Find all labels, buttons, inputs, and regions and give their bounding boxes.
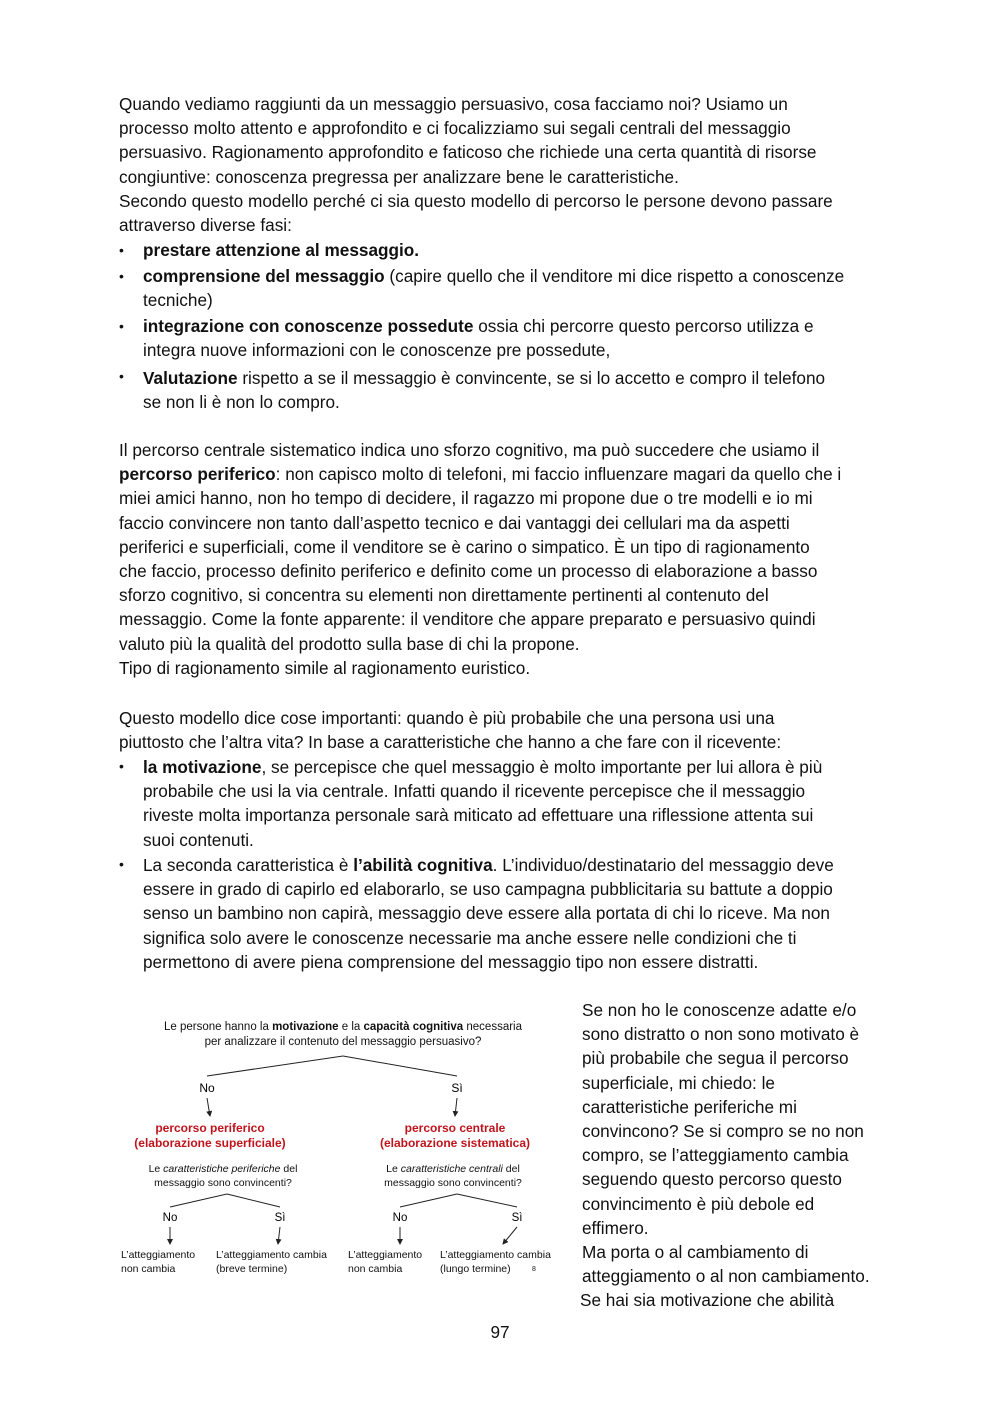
bold-term: l’abilità cognitiva xyxy=(353,855,493,875)
text-line: : non capisco molto di telefoni, mi faccio influenzare magari da quello che i xyxy=(275,464,842,485)
central-path-subtitle: (elaborazione sistematica) xyxy=(379,1136,531,1150)
bold-term: comprensione del messaggio xyxy=(143,266,385,286)
branch-line xyxy=(170,1194,227,1207)
text-line: Secondo questo modello perché ci sia questo modello di percorso le persone devono passare xyxy=(119,190,833,211)
bullet-icon: • xyxy=(119,242,124,258)
text-line: Ma porta o al cambiamento di xyxy=(582,1241,809,1262)
outcome-no-change-line2: non cambia xyxy=(348,1263,403,1275)
text-line: congiuntive: conoscenza pregressa per analizzare bene le caratteristiche. xyxy=(119,166,679,187)
text-line: atteggiamento o al non cambiamento. xyxy=(582,1266,870,1287)
text-line: convincono? Se si compro se no non xyxy=(582,1120,864,1141)
item-continuation: riveste molta importanza personale sarà miticato ad effettuare una riflessione attenta sui xyxy=(143,805,814,826)
central-question: Le caratteristiche centrali del xyxy=(386,1163,520,1175)
item-text: . L’individuo/destinatario del messaggio deve xyxy=(492,855,834,875)
text-line: valuto più la qualità del prodotto sulla base di chi la propone. xyxy=(119,633,580,654)
arrow xyxy=(503,1227,517,1244)
list-item xyxy=(143,755,913,852)
bullet-icon: • xyxy=(119,268,124,284)
model-paragraph xyxy=(119,706,909,754)
diagram-question: Le persone hanno la motivazione e la capacità cognitiva necessaria xyxy=(164,1021,522,1033)
text-line: più probabile che segua il percorso xyxy=(582,1048,849,1069)
list-item xyxy=(143,264,913,312)
text-line: Quando vediamo raggiunti da un messaggio persuasivo, cosa facciamo noi? Usiamo un xyxy=(119,94,788,114)
list-item xyxy=(143,238,913,262)
outcome-change-long: L’atteggiamento cambia xyxy=(440,1249,551,1261)
yes-label: Sì xyxy=(274,1212,286,1224)
list-item xyxy=(143,366,913,414)
text-line: Tipo di ragionamento simile al ragionamento euristico. xyxy=(119,657,531,678)
arrow xyxy=(455,1098,457,1116)
list-item xyxy=(143,853,913,974)
bullet-icon: • xyxy=(119,758,124,774)
arrow xyxy=(278,1227,280,1244)
outcome-no-change-line2: non cambia xyxy=(121,1263,176,1275)
item-text: ossia chi percorre questo percorso utilizza e xyxy=(473,316,814,336)
item-continuation: suoi contenuti. xyxy=(143,829,254,850)
bold-term: la motivazione xyxy=(143,757,262,777)
arrow xyxy=(207,1098,210,1116)
branch-line xyxy=(207,1056,343,1076)
item-text: La seconda caratteristica è xyxy=(143,855,354,875)
text-line: compro, se l’atteggiamento cambia xyxy=(582,1145,849,1166)
branch-line xyxy=(343,1056,457,1076)
no-label: No xyxy=(199,1081,215,1095)
peripheral-question-line2: messaggio sono convincenti? xyxy=(154,1177,292,1189)
branch-line xyxy=(227,1194,280,1207)
outcome-no-change: L’atteggiamento xyxy=(121,1249,196,1261)
peripheral-path-title: percorso periferico xyxy=(155,1121,265,1135)
bold-term: prestare attenzione al messaggio. xyxy=(143,240,420,260)
peripheral-paragraph xyxy=(119,438,909,680)
item-continuation: senso un bambino non capirà, messaggio deve essere alla portata di chi lo riceve. Ma non xyxy=(143,903,830,924)
text-line: sono distratto o non sono motivato è xyxy=(582,1024,860,1045)
text-line: sforzo cognitivo, si concentra su elementi non direttamente pertinenti al contenuto del xyxy=(119,585,769,606)
outcome-change-short-line2: (breve termine) xyxy=(216,1263,288,1275)
text-line: Se hai sia motivazione che abilità xyxy=(580,1290,835,1311)
text-line: processo molto attento e approfondito e ci focalizziamo sui segali centrali del messaggio xyxy=(119,118,791,139)
branch-line xyxy=(400,1194,457,1207)
text-line: faccio convincere non tanto dall’aspetto tecnico e dai vantaggi dei cellulari ma da aspetti xyxy=(119,512,790,533)
bullet-icon: • xyxy=(119,856,124,872)
bullet-icon: • xyxy=(119,318,124,334)
diagram-question-line2: per analizzare il contenuto del messaggio persuasivo? xyxy=(204,1036,482,1048)
bold-term: integrazione con conoscenze possedute xyxy=(143,316,474,336)
no-label: No xyxy=(162,1212,178,1224)
intro-paragraph xyxy=(119,92,909,237)
no-label: No xyxy=(392,1212,408,1224)
yes-label: Sì xyxy=(451,1081,463,1095)
elaboration-likelihood-diagram xyxy=(115,1010,575,1295)
item-text: , se percepisce che quel messaggio è molto importante per lui allora è più xyxy=(261,757,823,777)
text-line: Il percorso centrale sistematico indica uno sforzo cognitivo, ma può succedere che usiamo il xyxy=(119,440,820,460)
item-continuation: integra nuove informazioni con le conoscenze pre possedute, xyxy=(143,340,611,361)
bold-term: percorso periferico xyxy=(119,464,276,485)
text-line: miei amici hanno, non ho tempo di decidere, il ragazzo mi propone due o tre modelli e io mi xyxy=(119,488,813,509)
branch-line xyxy=(457,1194,517,1207)
item-text: (capire quello che il venditore mi dice rispetto a conoscenze xyxy=(384,266,845,286)
peripheral-path-subtitle: (elaborazione superficiale) xyxy=(134,1136,286,1150)
side-column-text xyxy=(582,998,912,1312)
text-line: convincimento è più debole ed xyxy=(582,1193,815,1214)
text-line: Questo modello dice cose importanti: quando è più probabile che una persona usi una xyxy=(119,708,775,728)
yes-label: Sì xyxy=(511,1212,523,1224)
item-continuation: significa solo avere le conoscenze necessarie ma anche essere nelle condizioni che ti xyxy=(143,927,797,948)
item-text: rispetto a se il messaggio è convincente, se si lo accetto e compro il telefono xyxy=(237,368,826,388)
text-line: che faccio, processo definito periferico e definito come un processo di elaborazione a basso xyxy=(119,560,818,581)
text-line: Se non ho le conoscenze adatte e/o xyxy=(582,1000,857,1020)
outcome-change-short: L’atteggiamento cambia xyxy=(216,1249,327,1261)
central-question-line2: messaggio sono convincenti? xyxy=(384,1177,522,1189)
text-line: attraverso diverse fasi: xyxy=(119,214,292,235)
item-continuation: tecniche) xyxy=(143,290,213,311)
item-continuation: probabile che usi la via centrale. Infatti quando il ricevente percepisce che il messaggio xyxy=(143,781,806,802)
text-line: piuttosto che l’altra vita? In base a caratteristiche che hanno a che fare con il ricevente: xyxy=(119,732,782,753)
outcome-no-change: L’atteggiamento xyxy=(348,1249,423,1261)
text-line: periferici e superficiali, come il venditore se è carino o simpatico. È un tipo di ragionamento xyxy=(119,536,810,557)
text-line: superficiale, mi chiedo: le xyxy=(582,1072,775,1093)
item-continuation: se non li è non lo compro. xyxy=(143,392,340,413)
peripheral-question: Le caratteristiche periferiche del xyxy=(148,1163,298,1175)
page-number: 97 xyxy=(490,1322,510,1342)
text-line: seguendo questo percorso questo xyxy=(582,1169,842,1190)
text-line: caratteristiche periferiche mi xyxy=(582,1096,797,1117)
item-continuation: permettono di avere piena comprensione del messaggio tipo non essere distratti. xyxy=(143,951,759,972)
text-line: messaggio. Come la fonte apparente: il venditore che appare preparato e persuasivo quindi xyxy=(119,609,816,630)
bullet-icon: • xyxy=(119,368,124,384)
item-continuation: essere in grado di capirlo ed elaborarlo, se uso campagna pubblicitaria su battute a doppio xyxy=(143,879,833,900)
footnote-marker: 8 xyxy=(532,1266,536,1273)
bold-term: Valutazione xyxy=(143,368,238,388)
text-line: effimero. xyxy=(582,1217,649,1238)
outcome-change-long-line2: (lungo termine) xyxy=(440,1263,511,1275)
list-item xyxy=(143,314,913,362)
central-path-title: percorso centrale xyxy=(404,1121,506,1135)
text-line: persuasivo. Ragionamento approfondito e faticoso che richiede una certa quantità di risorse xyxy=(119,142,817,163)
